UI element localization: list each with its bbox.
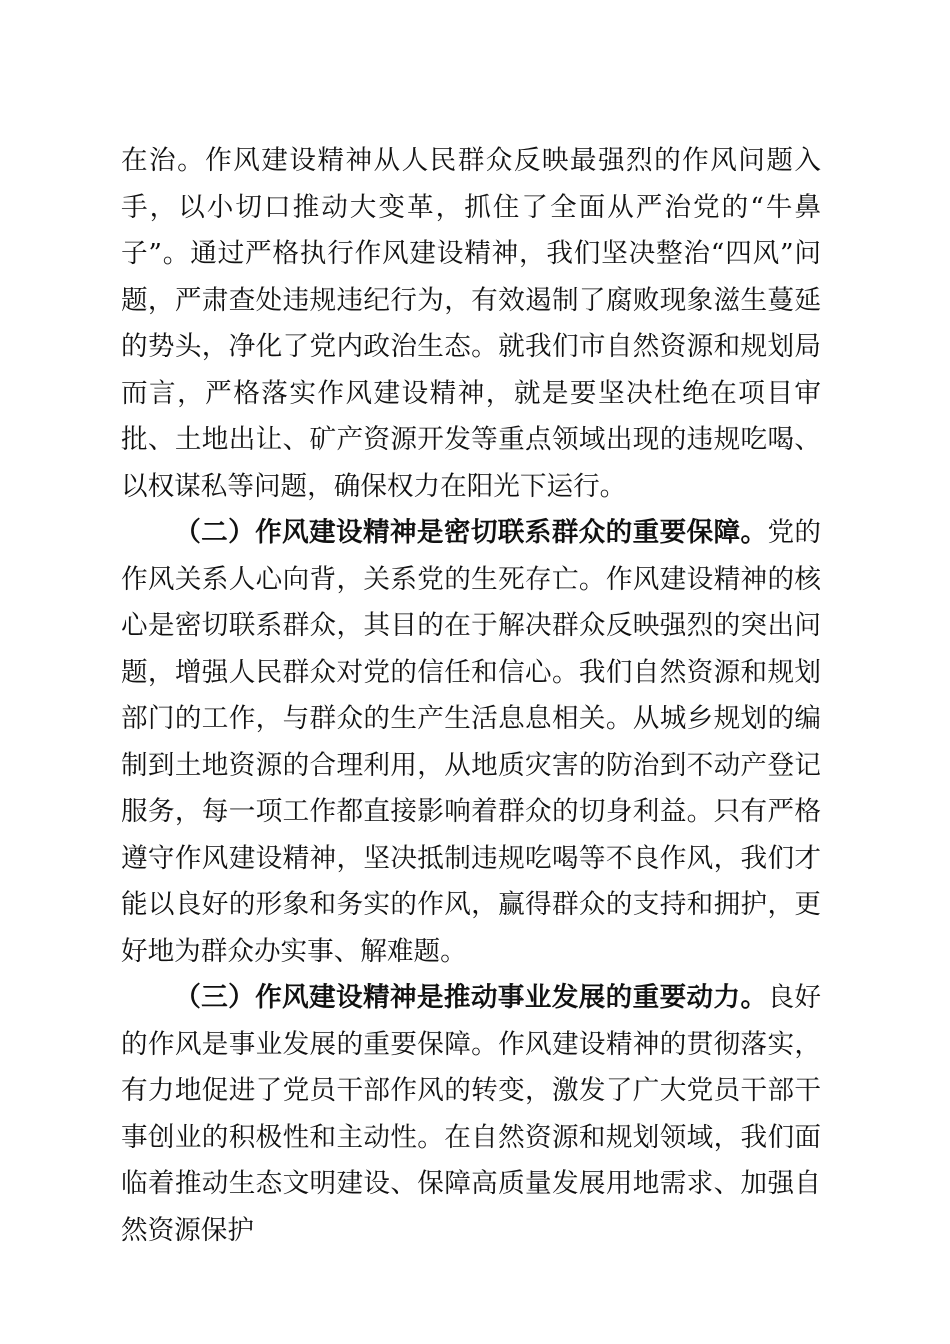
paragraph-1-text: 在治。作风建设精神从人民群众反映最强烈的作风问题入手，以小切口推动大变革，抓住了全面从严治党的“牛鼻子”。通过严格执行作风建设精神，我们坚决整治“四风”问题，严肃查处违规违纪行为，有效遏制了腐败现象滋生蔓延的势头，净化了党内政治生态。就我们市自然资源和规划局而言，严格落实作风建设精神，就是要坚决杜绝在项目审批、土地出让、矿产资源开发等重点领域出现的违规吃喝、以权谋私等问题，确保权力在阳光下运行。 <box>121 145 821 502</box>
section-heading-3: （三）作风建设精神是推动事业发展的重要动力。 <box>174 982 768 1013</box>
paragraph-2 <box>121 510 821 975</box>
paragraph-3 <box>121 975 821 1254</box>
paragraph-1 <box>121 138 821 510</box>
paragraph-3-text: 良好的作风是事业发展的重要保障。作风建设精神的贯彻落实，有力地促进了党员干部作风的转变，激发了广大党员干部干事创业的积极性和主动性。在自然资源和规划领域，我们面临着推动生态文明建设、保障高质量发展用地需求、加强自然资源保护 <box>121 982 822 1246</box>
section-heading-2: （二）作风建设精神是密切联系群众的重要保障。 <box>174 517 768 548</box>
paragraph-2-text: 党的作风关系人心向背，关系党的生死存亡。作风建设精神的核心是密切联系群众，其目的在于解决群众反映强烈的突出问题，增强人民群众对党的信任和信心。我们自然资源和规划部门的工作，与群众的生产生活息息相关。从城乡规划的编制到土地资源的合理利用，从地质灾害的防治到不动产登记服务，每一项工作都直接影响着群众的切身利益。只有严格遵守作风建设精神，坚决抵制违规吃喝等不良作风，我们才能以良好的形象和务实的作风，赢得群众的支持和拥护，更好地为群众办实事、解难题。 <box>121 517 822 967</box>
document-body <box>121 138 821 1254</box>
